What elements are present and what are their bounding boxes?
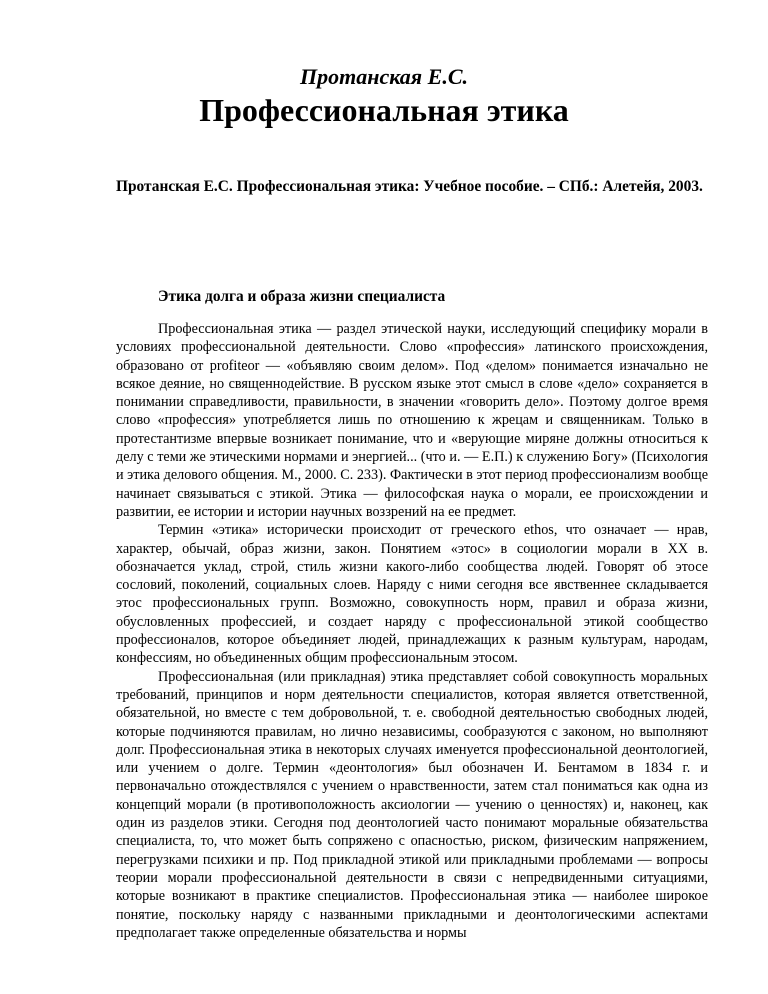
- paragraph: Термин «этика» исторически происходит от греческого ethos, что означает — нрав, характер, обычай, образ жизни, закон. Понятием «этос» в социологии морали в XX в. обозначается уклад, строй, стиль жизни какого-либо сообщества людей. Говорят об этосе сословий, поколений, социальных слоев. Наряду с ними сегодня все явственнее складывается этос профессиональных групп. Возможно, совокупность норм, правил и образа жизни, обусловленных профессией, и создает наряду с профессиональной этикой сообщество профессионалов, которое объединяет людей, принадлежащих к разным культурам, народам, конфессиям, но объединенных общим профессиональным этосом.: [116, 522, 708, 667]
- body-text: [116, 320, 708, 942]
- bibliographic-citation: Протанская Е.С. Профессиональная этика: Учебное пособие. – СПб.: Алетейя, 2003.: [116, 178, 703, 195]
- document-title: Профессиональная этика: [199, 92, 569, 128]
- section-heading: Этика долга и образа жизни специалиста: [158, 288, 446, 305]
- author-name: Протанская Е.С.: [300, 64, 468, 89]
- paragraph: Профессиональная (или прикладная) этика представляет собой совокупность моральных требований, принципов и норм деятельности специалистов, которая является ответственной, обязательной, но вместе с тем добровольной, т. е. свободной деятельностью свободных людей, которые подчиняются правилам, но лично независимы, сообразуются с законом, но выполняют долг. Профессиональная этика в некоторых случаях именуется профессиональной деонтологией, или учением о долге. Термин «деонтология» был обозначен И. Бентамом в 1834 г. и первоначально отождествлялся с учением о нравственности, затем стал пониматься как одна из концепций морали (в противоположность аксиологии — учению о ценностях) и, наконец, как один из разделов этики. Сегодня под деонтологией часто понимают моральные обязательства специалиста, то, что может быть сопряжено с опасностью, риском, физическим напряжением, перегрузками психики и пр. Под прикладной этикой или прикладными проблемами — вопросы теории морали профессиональной деятельности в связи с непредвиденными ситуациями, которые возникают в практике специалистов. Профессиональная этика — наиболее широкое понятие, поскольку наряду с названными прикладными и деонтологическими аспектами предполагает также определенные обязательства и нормы: [116, 668, 708, 941]
- paragraph: Профессиональная этика — раздел этической науки, исследующий специфику морали в условиях профессиональной деятельности. Слово «профессия» латинского происхождения, образовано от profiteor — «объявляю своим делом». Под «делом» понимается изначально не всякое деяние, но священнодействие. В русском языке этот смысл в слове «дело» сохраняется в понимании справедливости, правильности, в значении «говорить дело». Поэтому долгое время слово «профессия» употребляется лишь по отношению к жрецам и священникам. Только в протестантизме впервые возникает понимание, что и «верующие миряне должны относиться к делу с теми же этическими нормами и энергией... (что и. — Е.П.) к служению Богу» (Психология и этика делового общения. М., 2000. С. 233). Фактически в этот период профессионализм вообще начинает связываться с этикой. Этика — философская наука о морали, ее происхождении и развитии, ее истории и истории научных воззрений на ее предмет.: [116, 321, 708, 520]
